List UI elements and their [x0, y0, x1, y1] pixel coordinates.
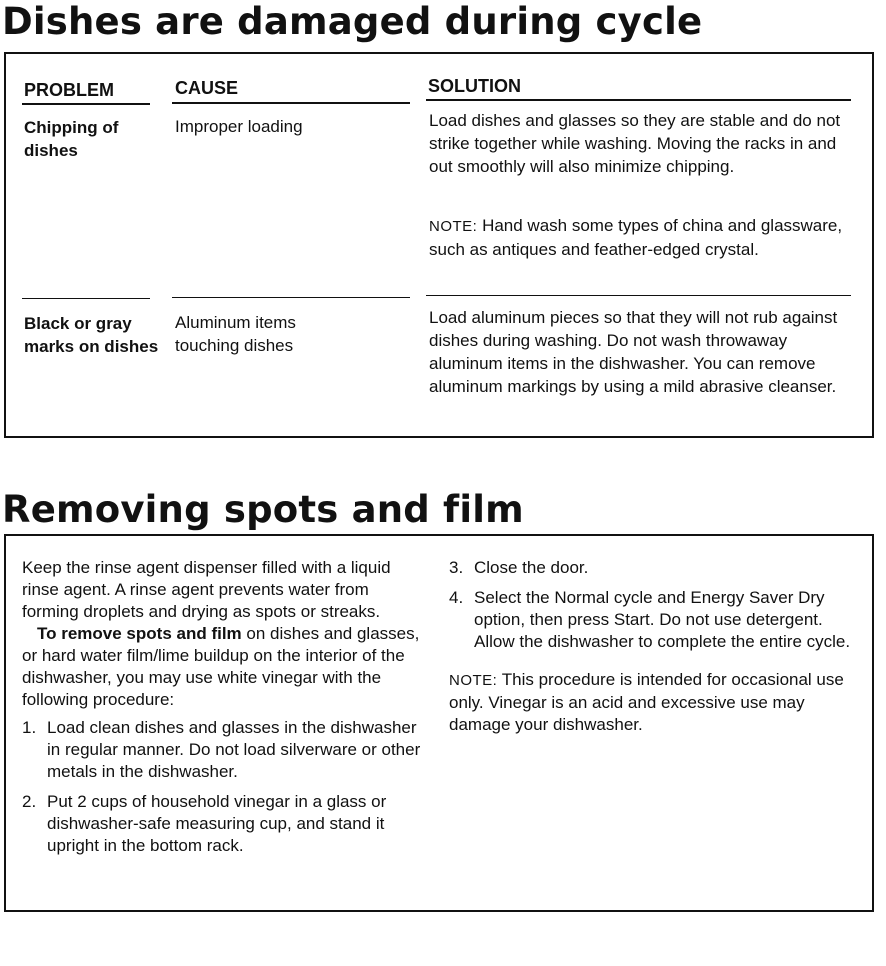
note-label: NOTE:: [449, 672, 498, 689]
row-divider-cause: [172, 297, 410, 298]
step-text: Put 2 cups of household vinegar in a glass or dishwasher-safe measuring cup, and stand it upright in the bottom rack.: [47, 792, 387, 855]
procedure-text: on dishes and glasses, or hard water film/lime buildup on the interior of the dishwasher, you may use white vinegar with the following procedure:: [22, 624, 420, 709]
cause-cell: Improper loading: [175, 117, 303, 136]
list-item: 4. Select the Normal cycle and Energy Saver Dry option, then press Start. Do not use detergent. Allow the dishwasher to complete the entire cycle.: [449, 588, 851, 651]
problem-cell: Chipping of dishes: [24, 118, 119, 160]
header-rule-cause: [172, 102, 410, 104]
cause-cell: Aluminum items touching dishes: [175, 313, 296, 355]
list-item: 2. Put 2 cups of household vinegar in a glass or dishwasher-safe measuring cup, and stand it upright in the bottom rack.: [22, 792, 387, 855]
column-header-solution: SOLUTION: [428, 76, 521, 96]
procedure-paragraph: [22, 623, 427, 711]
step-text: Close the door.: [474, 558, 589, 577]
column-header-cause: CAUSE: [175, 78, 239, 98]
left-column: [22, 557, 427, 865]
problem-cell: Black or gray marks on dishes: [24, 314, 159, 356]
intro-paragraph: Keep the rinse agent dispenser filled with a liquid rinse agent. A rinse agent prevents water from forming droplets and drying as spots or streaks.: [22, 558, 391, 621]
step-text: Load clean dishes and glasses in the dishwasher in regular manner. Do not load silverware or other metals in the dishwasher.: [47, 718, 421, 781]
procedure-lead: To remove spots and film: [37, 624, 242, 643]
row-divider-problem: [22, 298, 150, 299]
note-text: Hand wash some types of china and glassware, such as antiques and feather-edged crystal.: [429, 216, 843, 259]
note-label: NOTE:: [429, 218, 478, 235]
solution-cell: Load dishes and glasses so they are stable and do not strike together while washing. Moving the racks in and out smoothly will also minimize chipping.: [429, 111, 841, 176]
list-item: 3. Close the door.: [449, 558, 589, 577]
header-rule-solution: [426, 99, 851, 101]
section-title-removing-spots: Removing spots and film: [2, 488, 524, 531]
note-text: This procedure is intended for occasional use only. Vinegar is an acid and excessive use may damage your dishwasher.: [449, 670, 844, 734]
section-title-dishes-damaged: Dishes are damaged during cycle: [2, 0, 703, 43]
solution-cell: Load aluminum pieces so that they will not rub against dishes during washing. Do not wash throwaway aluminum items in the dishwasher. You can remove aluminum markings by using a mild abrasive cleanser.: [429, 308, 838, 396]
column-header-problem: PROBLEM: [24, 80, 114, 100]
procedure-note: [449, 669, 859, 736]
list-item: 1. Load clean dishes and glasses in the dishwasher in regular manner. Do not load silverware or other metals in the dishwasher.: [22, 718, 421, 781]
right-column: [449, 557, 859, 736]
header-rule-problem: [22, 103, 150, 105]
step-text: Select the Normal cycle and Energy Saver Dry option, then press Start. Do not use detergent. Allow the dishwasher to complete the entire cycle.: [474, 588, 851, 651]
solution-note: [429, 214, 857, 261]
row-divider-solution: [426, 295, 851, 296]
